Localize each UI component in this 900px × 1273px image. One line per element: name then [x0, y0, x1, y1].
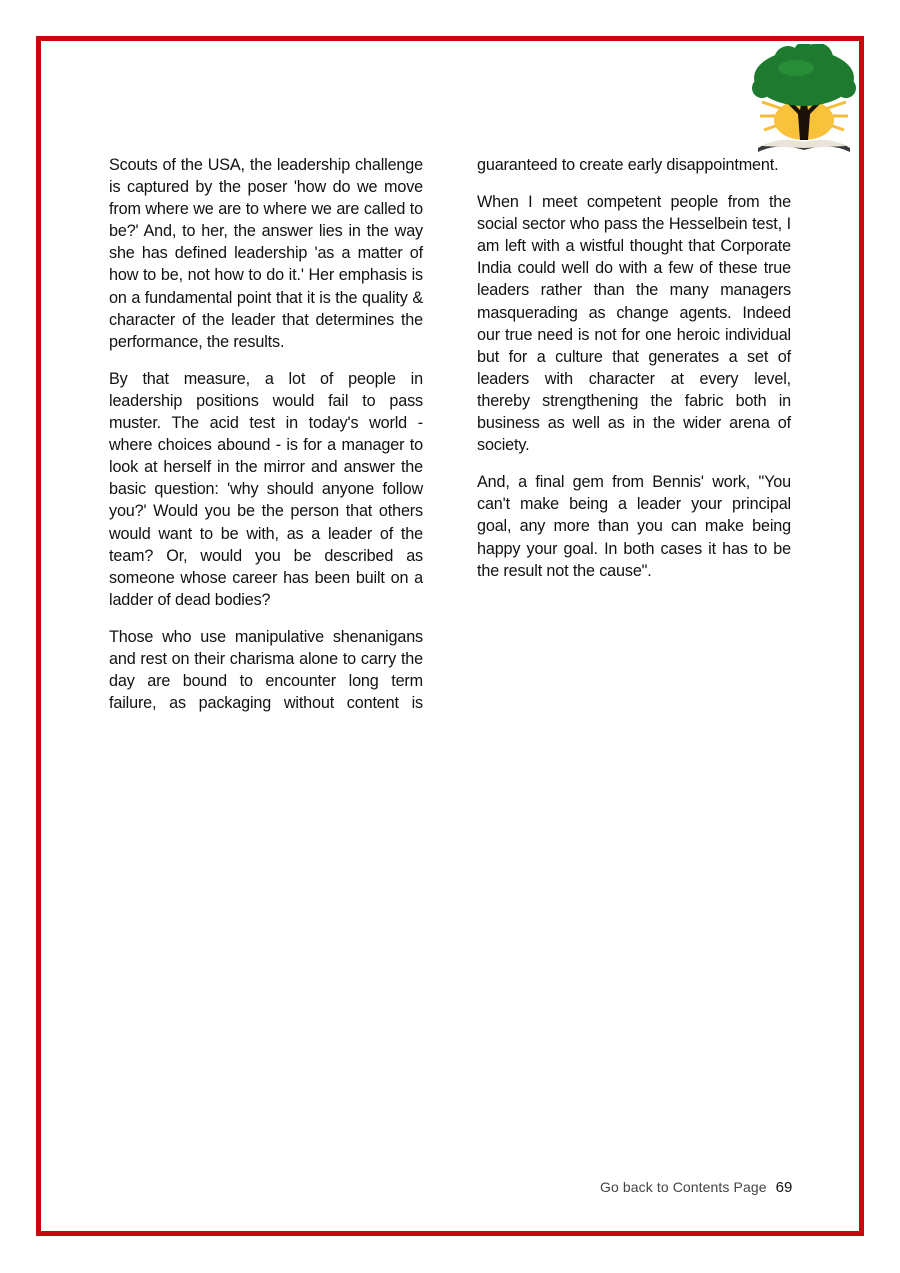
page-footer: [600, 1179, 792, 1196]
paragraph: guaranteed to create early disappointment.: [477, 156, 779, 174]
paragraph: By that measure, a lot of people in leadership positions would fail to pass muster. The acid test in today's world - where choices abound - is for a manager to look at herself in the mirror and answer the basic question: 'why should anyone follow you?' Would you be the person that others would want to be with, as a leader of the team? Or, would you be described as someone whose career has been built on a ladder of dead bodies?: [109, 369, 423, 609]
tree-book-logo-icon: [748, 44, 860, 154]
paragraph: Those who use manipulative shenanigans and rest on their charisma alone to carry the day are bound to encounter long term failure, as packaging without content is: [109, 627, 423, 713]
page-number: 69: [775, 1179, 793, 1196]
left-column: [109, 154, 423, 729]
paragraph: When I meet competent people from the social sector who pass the Hesselbein test, I am left with a wistful thought that Corporate India could well do with a few of these true leaders rather than the many managers masquerading as change agents. Indeed our true need is not for one heroic individual but for a culture that generates a set of leaders with character at every level, thereby strengthening the fabric both in business as well as in the wider arena of society.: [477, 193, 791, 455]
paragraph: And, a final gem from Bennis' work, "You can't make being a leader your principal goal, any more than you can make being happy your goal. In both cases it has to be the result not the cause".: [477, 473, 791, 580]
paragraph: Scouts of the USA, the leadership challenge is captured by the poser 'how do we move from where we are to where we are called to be?' And, to her, the answer lies in the way she has defined leadership 'as a matter of how to be, not how to do it.' Her emphasis is on a fundamental point that it is the quality & character of the leader that determines the performance, the results.: [109, 156, 423, 351]
right-column: [477, 154, 791, 597]
contents-page-link[interactable]: Go back to Contents Page: [600, 1179, 767, 1195]
